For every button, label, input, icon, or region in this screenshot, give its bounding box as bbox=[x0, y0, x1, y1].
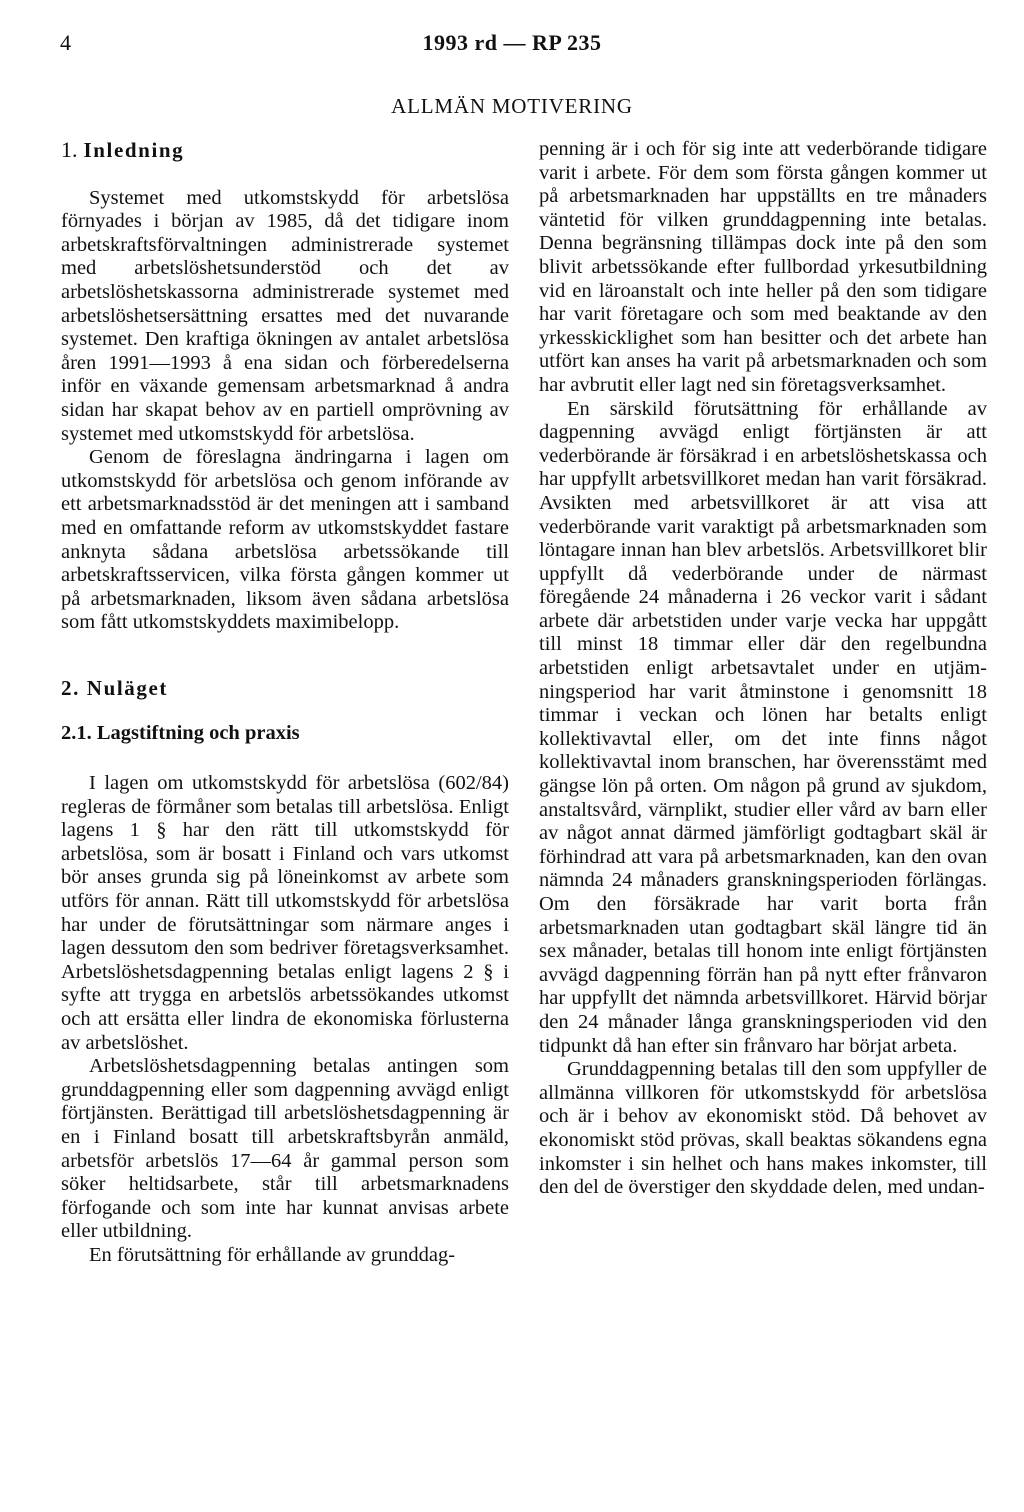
running-head: 1993 rd — RP 235 bbox=[422, 30, 602, 55]
paragraph: Systemet med utkomstskydd för arbetslösa förnyades i början av 1985, då det tidigare inom arbetskraftsförvaltningen administrerade systemet med arbetslöshetsunderstöd och det av arbetslöshetskassorna administrerade systemet med arbetslöshetsersättning ersattes med det nuvarande systemet. Den kraftiga ökningen av antalet arbetslösa åren 1991—1993 å ena sidan och förberedelserna inför en växande gemensam arbetsmarknad å andra sidan har skapat behov av en partiell omprövning av systemet med utkomstskydd för arbetslösa. bbox=[61, 186, 509, 445]
paragraph: I lagen om utkomstskydd för arbetslösa (602/84) regleras de förmåner som betalas till arbetslösa. Enligt lagens 1 § har den rätt till utkomstskydd för arbetslösa, som är bosatt i Finland och vars utkomst bör anses grunda sig på löneinkomst av arbete som utförs för annan. Rätt till utkomstskydd för arbetslösa har under de förutsättningar som närmare anges i lagen dessutom den som bedriver företagsverksamhet. Arbetslöshetsdagpenning betalas enligt lagens 2 § i syfte att trygga en arbetslös arbetssökandes utkomst och att ersätta eller lindra de ekonomiska förlusterna av arbetslöshet. bbox=[61, 772, 509, 1054]
paragraph: Grunddagpenning betalas till den som uppfyller de allmänna villkoren för utkomstskydd för arbetslösa och är i behov av ekonomiskt stöd. Då behovet av ekonomiskt stöd prövas, skall beaktas sökandens egna inkomster i sin helhet och hans makes inkomster, till den del de överstiger den skyddade delen, med undan- bbox=[539, 1058, 987, 1199]
paragraph: Genom de föreslagna ändringarna i lagen om utkomstskydd för arbetslösa och genom införande av ett arbetsmarknadsstöd är det meningen att i samband med en omfattande reform av utkomstskyddet fastare anknyta sådana arbetslösa arbetssökande till arbetskraftsservicen, vilka första gången kommer ut på arbetsmarknaden, liksom även sådana arbetslösa som fått utkomstskyddets maximibelopp. bbox=[61, 446, 509, 634]
section-heading: ALLMÄN MOTIVERING bbox=[391, 94, 633, 118]
paragraph: penning är i och för sig inte att vederbörande tidigare varit i arbete. För dem som första gången kommer ut på arbetsmarknaden har uppställts en tre månaders väntetid för vilken grunddagpenning inte betalas. Denna begränsning tillämpas dock inte på den som blivit arbetssökande efter fullbordad yrkesutbildning vid en läroanstalt och inte heller på den som tidigare har varit företagare och som med beaktande av den yrkesskicklighet som han besitter och det arbete han utfört kan anses ha varit på arbetsmarknaden och som har avbrutit eller lagt ned sin företagsverksamhet. bbox=[539, 138, 987, 396]
right-column bbox=[539, 138, 987, 1200]
left-column bbox=[61, 138, 509, 1268]
heading-number: 1. bbox=[61, 137, 78, 162]
heading-inledning bbox=[61, 138, 509, 163]
heading-lagstiftning: 2.1. Lagstiftning och praxis bbox=[61, 722, 300, 745]
page-number: 4 bbox=[60, 30, 71, 55]
heading-nulaget: 2. Nuläget bbox=[61, 675, 168, 700]
paragraph: En särskild förutsättning för erhållande av dagpenning avvägd enligt förtjänsten är att vederbörande är försäkrad i en arbetslöshetskassa och har uppfyllt arbetsvillkoret medan han varit försäkrad. Avsikten med arbetsvillkoret är att visa att vederbörande varit varaktigt på arbetsmarknaden som löntagare innan han blev arbetslös. Arbetsvillkoret blir uppfyllt då vederbörande under de närmast föregående 24 månaderna i 26 veckor varit i sådant arbete där arbetstiden under varje vecka har uppgått till minst 18 timmar eller där den regelbundna arbetstiden enligt arbetsavtalet under en utjämningsperiod har varit åtminstone i genomsnitt 18 timmar i veckan och lönen har betalts enligt kollektivavtal eller, om det inte finns något kollektivavtal inom branschen, har överensstämt med gängse lön på orten. Om någon på grund av sjukdom, anstaltsvård, värnplikt, studier eller vård av barn eller av något annat därmed jämförligt godtagbart skäl är förhindrad att vara på arbetsmarknaden, kan den ovan nämnda 24 månaders granskningsperioden förlängas. Om den försäkrade har varit borta från arbetsmarknaden utan godtagbart skäl längre tid än sex månader, betalas till honom inte enligt förtjänsten avvägd dagpenning förrän han på nytt efter frånvaron har uppfyllt det nämnda arbetsvillkoret. Härvid börjar den 24 månader långa granskningsperioden vid den tidpunkt då han efter sin frånvaro har börjat arbeta. bbox=[539, 397, 987, 1057]
paragraph: En förutsättning för erhållande av grunddag- bbox=[89, 1243, 456, 1266]
paragraph: Arbetslöshetsdagpenning betalas antingen som grunddagpenning eller som dagpenning avvägd enligt förtjänsten. Berättigad till arbetslöshetsdagpenning är en i Finland bosatt till arbetskraftsbyrån anmäld, arbetsför arbetslös 17—64 år gammal person som söker heltidsarbete, står till arbetsmarknadens förfogande och som inte har kunnat anvisas arbete eller utbildning. bbox=[61, 1055, 509, 1243]
heading-text: Inledning bbox=[83, 138, 185, 162]
